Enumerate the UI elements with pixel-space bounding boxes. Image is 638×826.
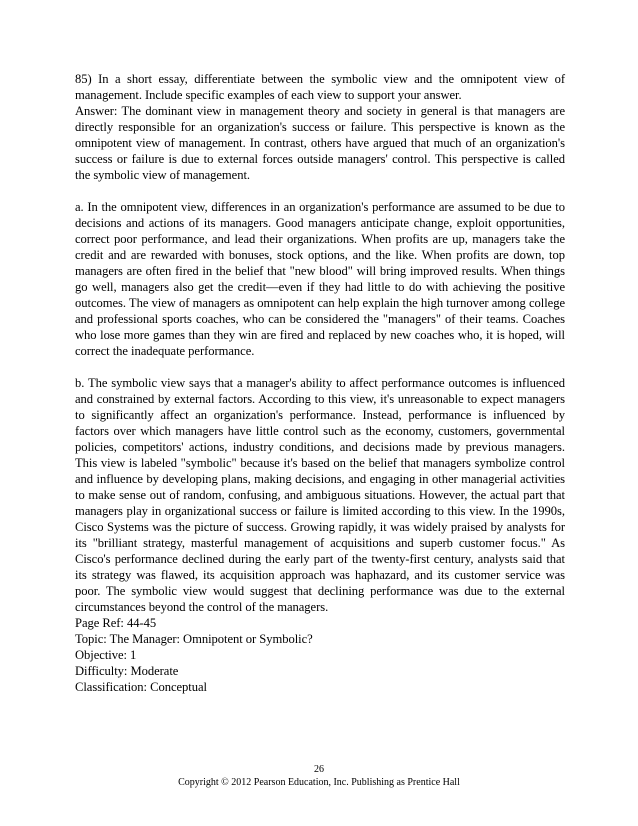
question-content	[75, 71, 565, 695]
difficulty: Difficulty: Moderate	[75, 664, 179, 678]
answer-part-b: b. The symbolic view says that a manager's ability to affect performance outcomes is influenced and constrained by external factors. According to this view, it's unreasonable to expect managers to significantly affect an organization's performance. Instead, performance is influenced by factors over which managers have little control such as the economy, customers, governmental policies, competitors' actions, industry conditions, and decisions made by previous managers. This view is labeled "symbolic" because it's based on the belief that managers symbolize control and influence by developing plans, making decisions, and engaging in other managerial activities to make sense out of random, confusing, and ambiguous situations. However, the actual part that managers play in organizational success or failure is limited according to this view. In the 1990s, Cisco Systems was the picture of success. Growing rapidly, it was widely praised by analysts for its "brilliant strategy, masterful management of acquisitions and superb customer focus." As Cisco's performance declined during the early part of the twenty-first century, analysts said that its strategy was flawed, its acquisition approach was haphazard, and its customer service was poor. The symbolic view would suggest that declining performance was due to the external circumstances beyond the control of the managers.	[75, 376, 565, 614]
page-number: 26	[314, 764, 324, 775]
paragraph-gap	[75, 359, 565, 375]
page-ref: Page Ref: 44-45	[75, 616, 157, 630]
answer-part-a: a. In the omnipotent view, differences in an organization's performance are assumed to be due to decisions and actions of its managers. Good managers anticipate change, exploit opportunities, correct poor performance, and lead their organizations. When profits are up, managers take the credit and are rewarded with bonuses, stock options, and the like. When profits are down, top managers are often fired in the belief that "new blood" will bring improved results. When things go well, managers also get the credit—even if they had little to do with achieving the positive outcomes. The view of managers as omnipotent can help explain the high turnover among college and professional sports coaches, who can be considered the "managers" of their teams. Coaches who lose more games than they win are fired and replaced by new coaches who, it is hoped, will correct the inadequate performance.	[75, 200, 565, 358]
answer-text: Answer: The dominant view in management theory and society in general is that managers are directly responsible for an organization's success or failure. This perspective is known as the omnipotent view of management. In contrast, others have argued that much of an organization's success or failure is due to external forces outside managers' control. This perspective is called the symbolic view of management.	[75, 104, 565, 182]
objective: Objective: 1	[75, 648, 137, 662]
copyright-notice: Copyright © 2012 Pearson Education, Inc. Publishing as Prentice Hall	[178, 777, 460, 788]
paragraph-gap	[75, 183, 565, 199]
classification: Classification: Conceptual	[75, 680, 207, 694]
topic: Topic: The Manager: Omnipotent or Symbolic?	[75, 632, 313, 646]
question-text: 85) In a short essay, differentiate between the symbolic view and the omnipotent view of management. Include specific examples of each view to support your answer.	[75, 72, 565, 102]
